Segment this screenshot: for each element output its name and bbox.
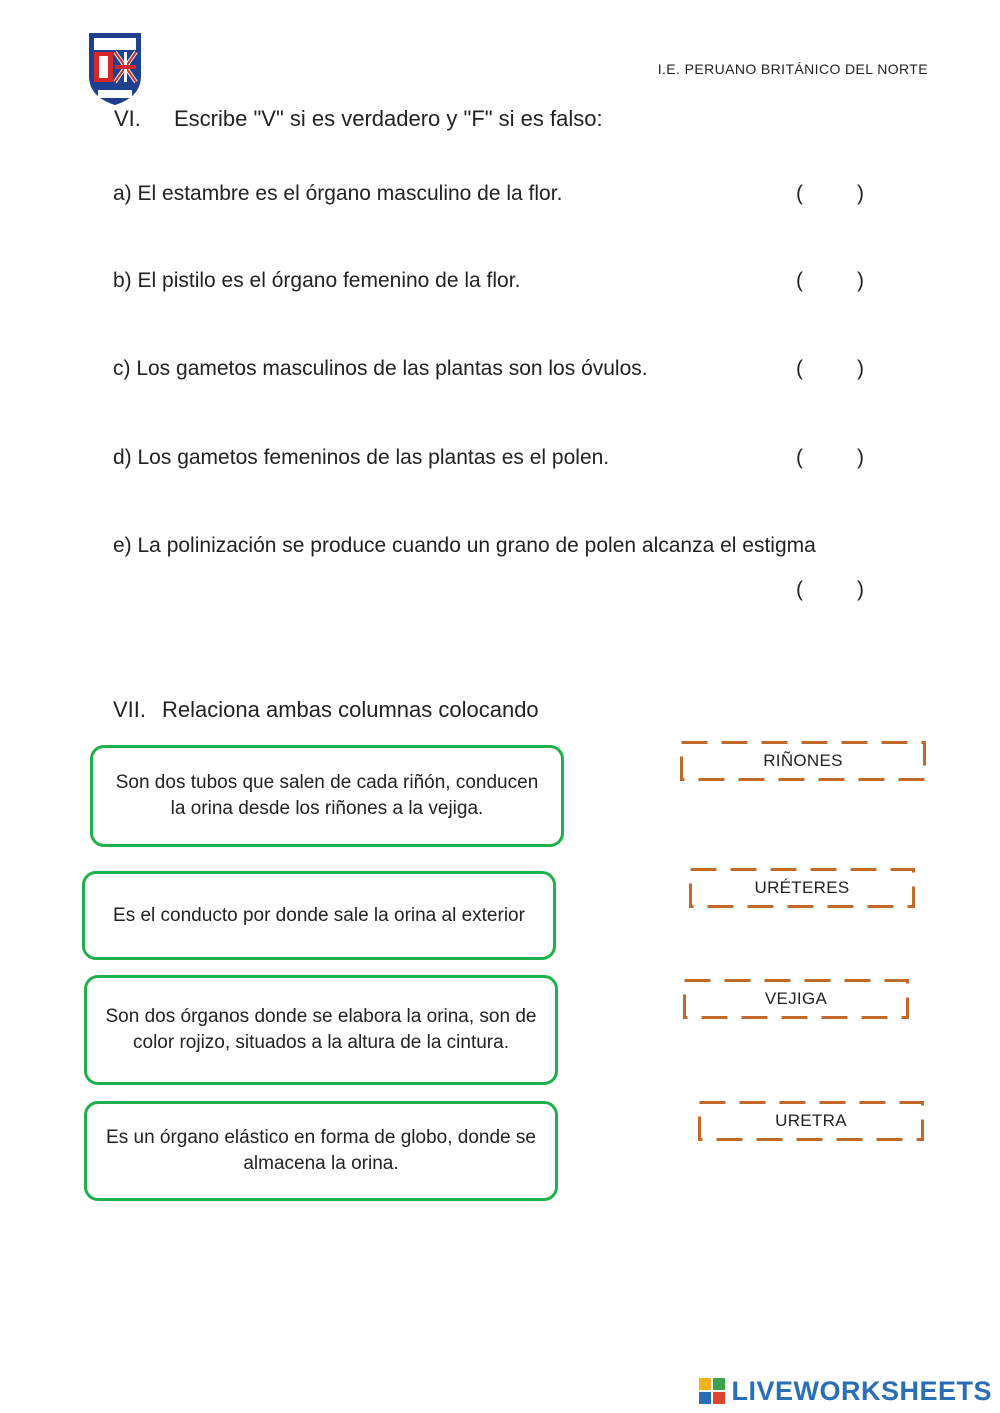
term-box-ureteres[interactable]	[689, 868, 915, 908]
liveworksheets-brand	[699, 1377, 992, 1405]
match-description-4[interactable]: Es un órgano elástico en forma de globo, donde se almacena la orina.	[84, 1101, 558, 1201]
answer-slot-b: ( )	[796, 269, 864, 299]
answer-input-a[interactable]	[808, 182, 852, 210]
question-d-text: d) Los gametos femeninos de las plantas es el polen.	[113, 446, 610, 469]
brand-text: LIVEWORKSHEETS	[731, 1375, 992, 1406]
answer-input-c[interactable]	[808, 357, 852, 385]
question-e-text: e) La polinización se produce cuando un grano de polen alcanza el estigma	[113, 534, 816, 557]
section-7-title: Relaciona ambas columnas colocando	[162, 697, 539, 722]
school-name: I.E. PERUANO BRITÁNICO DEL NORTE	[657, 61, 928, 77]
term-box-vejiga[interactable]	[683, 979, 909, 1019]
answer-input-d[interactable]	[808, 446, 852, 474]
section-6-number: VI.	[114, 106, 141, 131]
answer-input-e[interactable]	[808, 578, 852, 606]
answer-slot-a: ( )	[796, 182, 864, 212]
question-c-text: c) Los gametos masculinos de las plantas son los óvulos.	[113, 357, 648, 380]
question-b-text: b) El pistilo es el órgano femenino de la flor.	[113, 269, 521, 292]
term-label-rinones: RIÑONES	[763, 751, 843, 770]
answer-slot-c: ( )	[796, 357, 864, 387]
answer-input-b[interactable]	[808, 269, 852, 297]
term-label-ureteres: URÉTERES	[754, 878, 850, 897]
answer-slot-d: ( )	[796, 446, 864, 476]
school-logo	[86, 32, 144, 106]
match-description-3[interactable]: Son dos órganos donde se elabora la orina, son de color rojizo, situados a la altura de la cintura.	[84, 975, 558, 1085]
match-description-1[interactable]: Son dos tubos que salen de cada riñón, conducen la orina desde los riñones a la vejiga.	[90, 745, 564, 847]
term-label-uretra: URETRA	[775, 1111, 847, 1130]
match-description-2[interactable]: Es el conducto por donde sale la orina al exterior	[82, 871, 556, 960]
liveworksheets-logo-icon	[699, 1378, 725, 1404]
section-6-title: Escribe "V" si es verdadero y "F" si es falso:	[174, 106, 603, 131]
answer-slot-e: ( )	[796, 578, 864, 608]
term-box-rinones[interactable]	[680, 741, 926, 781]
question-a-text: a) El estambre es el órgano masculino de la flor.	[113, 182, 563, 205]
section-7-number: VII.	[113, 697, 147, 722]
term-label-vejiga: VEJIGA	[764, 989, 828, 1008]
term-box-uretra[interactable]	[698, 1101, 924, 1141]
